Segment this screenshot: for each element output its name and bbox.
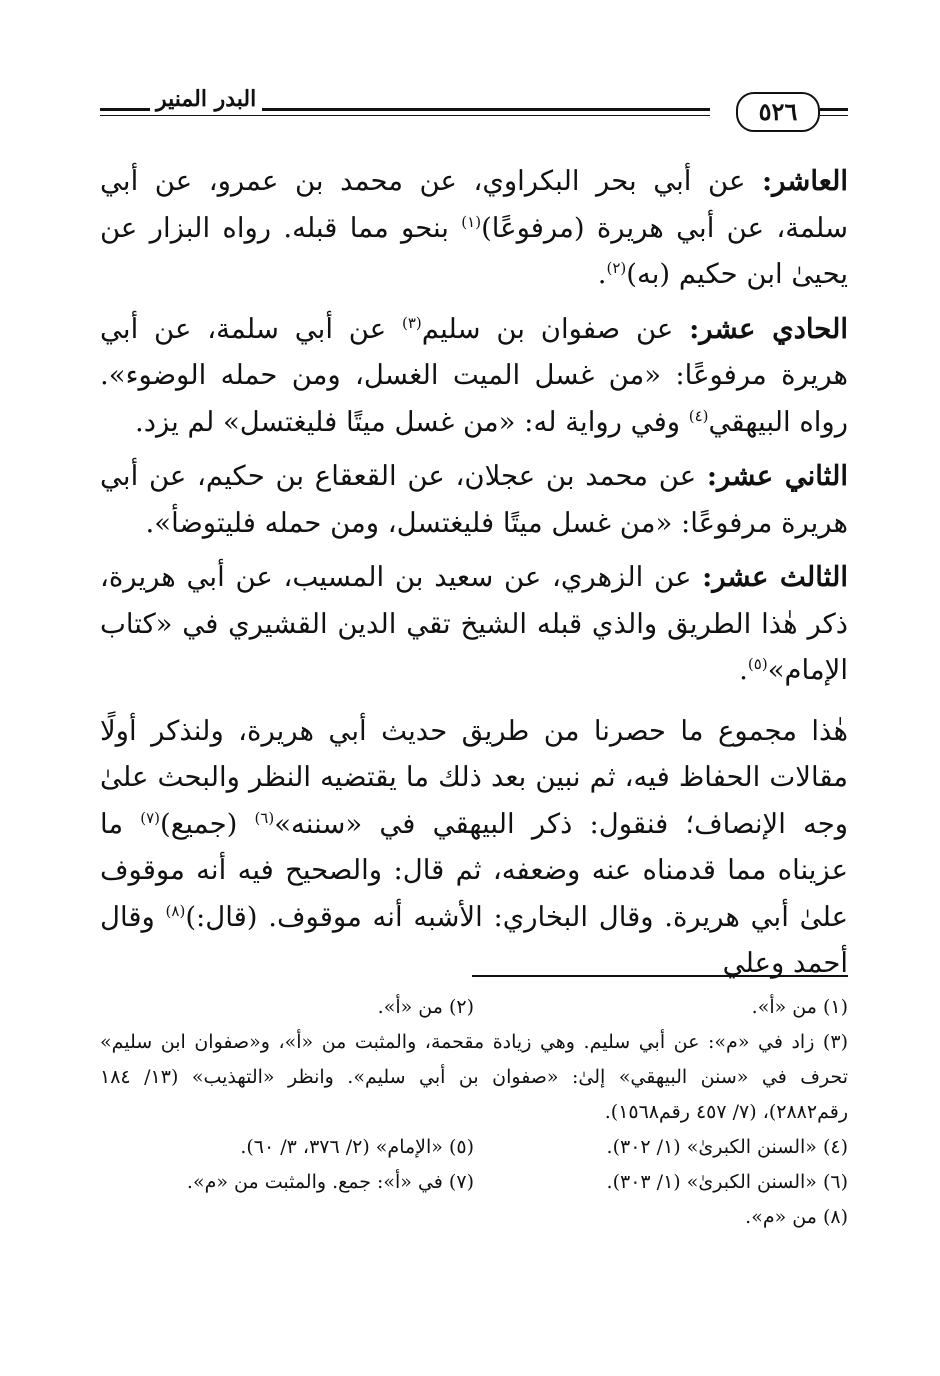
section-label: العاشر:: [761, 165, 848, 197]
header-rule-stub: [820, 108, 848, 111]
text-run: عن أبي سلمة، عن أبي هريرة مرفوعًا: «من غسل الميت الغسل، ومن حمله الوضوء». رواه البيهقي: [100, 312, 848, 438]
footnote: (٣) زاد في «م»: عن أبي سليم. وهي زيادة مقحمة، والمثبت من «أ»، و«صفوان ابن سليم» تحرف في «سنن البيهقي» إلىٰ: «صفوان بن أبي سليم». وانظر «التهذيب» (١٣/ ١٨٤ رقم٢٨٨٢)، (٧/ ٤٥٧ رقم١٥٦٨).: [100, 1031, 848, 1123]
text-run: عن محمد بن عجلان، عن القعقاع بن حكيم، عن أبي هريرة مرفوعًا: «من غسل ميتًا فليغتسل، ومن حمله فليتوضأ».: [100, 460, 848, 539]
section-label: الثاني عشر:: [706, 460, 848, 492]
footnotes: [100, 990, 848, 1235]
page-number: ٥٢٦: [736, 92, 820, 132]
running-title: البدر المنير: [150, 86, 262, 112]
main-text: [100, 158, 848, 995]
text-run: (جميع): [160, 807, 255, 840]
footnote-separator: [472, 975, 848, 977]
paragraph: [100, 158, 848, 298]
header-rule-thin: [100, 115, 710, 116]
paragraph: [100, 708, 848, 987]
footnote-row: [100, 1165, 848, 1200]
footnote: (٦) «السنن الكبرىٰ» (١/ ٣٠٣).: [606, 1171, 848, 1193]
text-run: .: [597, 258, 607, 290]
section-label: الثالث عشر:: [702, 561, 848, 593]
text-run: .: [739, 654, 748, 686]
paragraph: [100, 554, 848, 694]
footnote-ref: (٣): [402, 313, 422, 332]
footnote: (٥) «الإمام» (٢/ ٣٧٦، ٣/ ٦٠).: [240, 1136, 474, 1158]
footnote-row: [100, 1200, 848, 1235]
footnote-ref: (٧): [140, 808, 161, 827]
text-run: وقال أحمد وعلي: [100, 900, 848, 979]
text-run: عن صفوان بن سليم: [421, 312, 690, 345]
text-run: هٰذا مجموع ما حصرنا من طريق حديث أبي هريرة، ولنذكر أولًا مقالات الحفاظ فيه، ثم نبين بعد ذلك ما يقتضيه النظر والبحث علىٰ وجه الإنصاف؛ فنقول: ذكر البيهقي في «سننه»: [100, 714, 848, 840]
footnote-ref: (٥): [747, 654, 768, 673]
header-rule-stub-thin: [820, 115, 848, 116]
footnote-row: [100, 1130, 848, 1165]
text-run: عن أبي بحر البكراوي، عن محمد بن عمرو، عن أبي سلمة، عن أبي هريرة (مرفوعًا): [100, 165, 848, 244]
text-run: عن الزهري، عن سعيد بن المسيب، عن أبي هريرة، ذكر هٰذا الطريق والذي قبله الشيخ تقي الدين القشيري في «كتاب الإمام»: [100, 561, 848, 686]
footnote-ref: (٢): [606, 258, 627, 277]
text-run: ما عزيناه مما قدمناه عنه وضعفه، ثم قال: والصحيح فيه أنه موقوف علىٰ أبي هريرة. وقال البخاري: الأشبه أنه موقوف. (قال:): [100, 807, 849, 933]
footnote-ref: (٨): [165, 901, 186, 920]
section-label: الحادي عشر:: [689, 312, 849, 345]
footnote: (٧) في «أ»: جمع. والمثبت من «م».: [186, 1171, 474, 1193]
footnote-ref: (٤): [688, 406, 709, 425]
footnote: (١) من «أ».: [751, 996, 848, 1018]
paragraph: [100, 306, 848, 446]
footnote-ref: (١): [461, 212, 482, 231]
footnote-row: [100, 1025, 848, 1130]
text-run: وفي رواية له: «من غسل ميتًا فليغتسل» لم يزد.: [135, 405, 689, 438]
footnote-ref: (٦): [254, 808, 275, 827]
paragraph: [100, 453, 848, 546]
footnote: (٨) من «م».: [745, 1206, 848, 1228]
footnote: (٤) «السنن الكبرىٰ» (١/ ٣٠٢).: [606, 1136, 848, 1158]
page-header: [100, 86, 848, 136]
text-run: بنحو مما قبله. رواه البزار عن يحيىٰ ابن حكيم (به): [100, 211, 848, 290]
footnote-row: [100, 990, 848, 1025]
footnote: (٢) من «أ».: [377, 996, 474, 1018]
